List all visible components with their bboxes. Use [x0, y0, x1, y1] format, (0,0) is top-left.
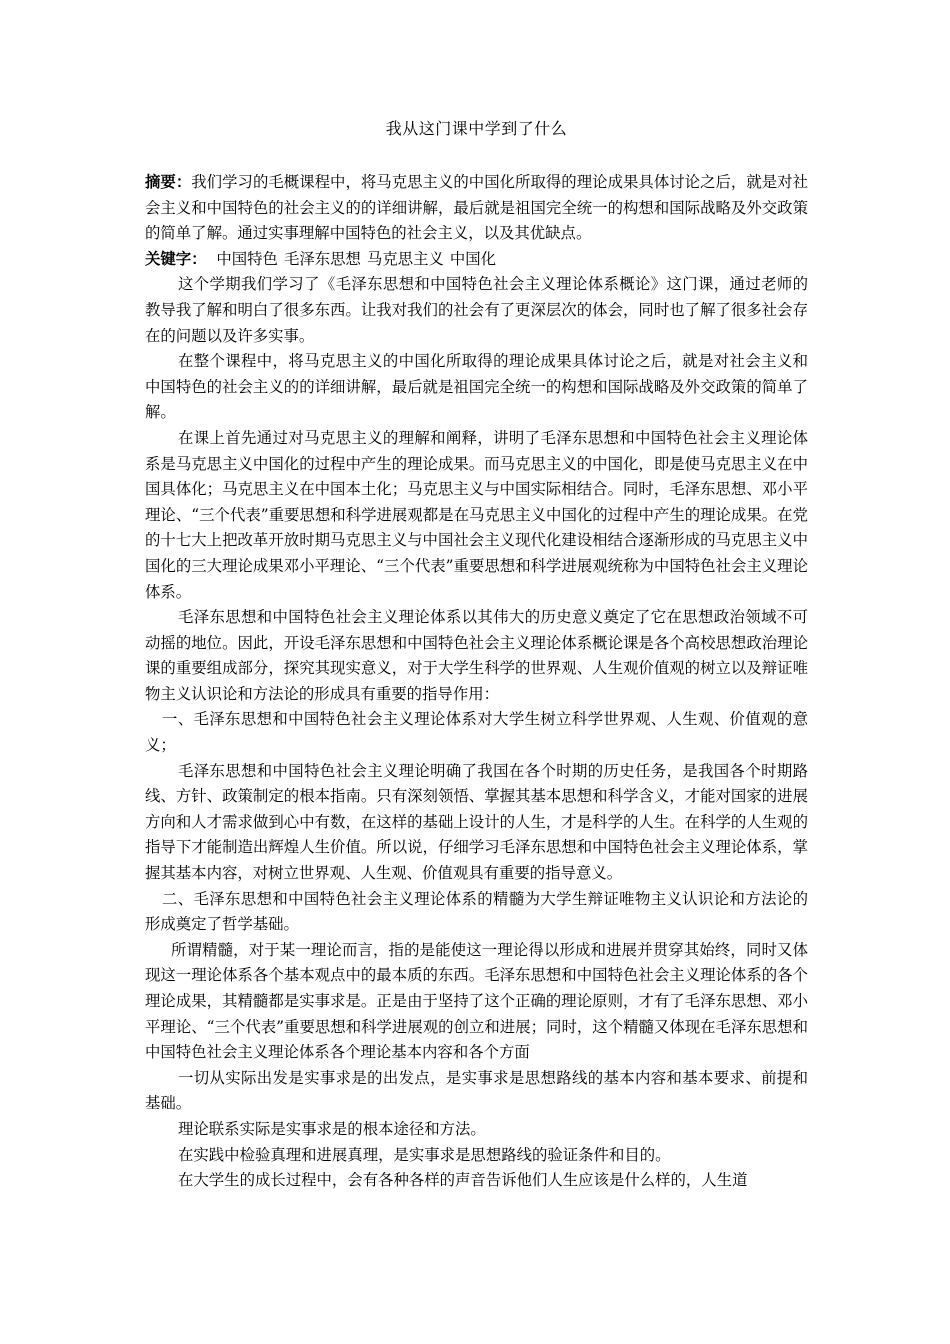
- section-heading-1: 一、毛泽东思想和中国特色社会主义理论体系对大学生树立科学世界观、人生观、价值观的意义；: [145, 710, 808, 755]
- keywords: [145, 247, 808, 273]
- body-paragraph: 在课上首先通过对马克思主义的理解和阐释，讲明了毛泽东思想和中国特色社会主义理论体系是马克思主义中国化的过程中产生的理论成果。而马克思主义的中国化，即是使马克思主义在中国具体化；马克思主义在中国本土化；马克思主义与中国实际相结合。同时，毛泽东思想、邓小平理论、“三个代表”重要思想和科学进展观都是在马克思主义中国化的过程中产生的理论成果。在党的十七大上把改革开放时期马克思主义与中国社会主义现代化建设相结合逐渐形成的马克思主义中国化的三大理论成果邓小平理论、“三个代表”重要思想和科学进展观统称为中国特色社会主义理论体系。: [145, 428, 808, 601]
- keyword: 马克思主义: [366, 249, 444, 268]
- keyword: 中国化: [449, 249, 497, 268]
- body-paragraph: 毛泽东思想和中国特色社会主义理论明确了我国在各个时期的历史任务，是我国各个时期路线、方针、政策制定的根本指南。只有深刻领悟、掌握其基本思想和科学含义，才能对国家的进展方向和人才需求做到心中有数，在这样的基础上设计的人生，才是科学的人生。在科学的人生观的指导下才能制造出辉煌人生价值。所以说，仔细学习毛泽东思想和中国特色社会主义理论体系，掌握其基本内容，对树立世界观、人生观、价值观具有重要的指导意义。: [145, 761, 808, 883]
- document-title: 我从这门课中学到了什么: [385, 119, 568, 138]
- body-paragraph: 在大学生的成长过程中，会有各种各样的声音告诉他们人生应该是什么样的，人生道: [178, 1171, 748, 1190]
- body-paragraph: 这个学期我们学习了《毛泽东思想和中国特色社会主义理论体系概论》这门课，通过老师的教导我了解和明白了很多东西。让我对我们的社会有了更深层次的体会，同时也了解了很多社会存在的问题以及许多实事。: [145, 275, 808, 345]
- document-page: [145, 118, 808, 1194]
- section-heading-2: 二、毛泽东思想和中国特色社会主义理论体系的精髓为大学生辩证唯物主义认识论和方法论的形成奠定了哲学基础。: [145, 889, 808, 934]
- abstract-label: 摘要：: [145, 173, 192, 191]
- abstract: [145, 170, 808, 247]
- keyword: 毛泽东思想: [283, 249, 361, 268]
- body-paragraph: 毛泽东思想和中国特色社会主义理论体系以其伟大的历史意义奠定了它在思想政治领域不可动摇的地位。因此，开设毛泽东思想和中国特色社会主义理论体系概论课是各个高校思想政治理论课的重要组成部分，探究其现实意义，对于大学生科学的世界观、人生观价值观的树立以及辩证唯物主义认识论和方法论的形成具有重要的指导作用：: [145, 608, 808, 703]
- body-paragraph: 所谓精髓，对于某一理论而言，指的是能使这一理论得以形成和进展并贯穿其始终，同时又体现这一理论体系各个基本观点中的最本质的东西。毛泽东思想和中国特色社会主义理论体系的各个理论成果，其精髓都是实事求是。正是由于坚持了这个正确的理论原则，才有了毛泽东思想、邓小平理论、“三个代表”重要思想和科学进展观的创立和进展；同时，这个精髓又体现在毛泽东思想和中国特色社会主义理论体系各个理论基本内容和各个方面: [145, 940, 808, 1062]
- body-paragraph: 在实践中检验真理和进展真理，是实事求是思想路线的验证条件和目的。: [178, 1145, 671, 1164]
- abstract-text: 我们学习的毛概课程中，将马克思主义的中国化所取得的理论成果具体讨论之后，就是对社会主义和中国特色的社会主义的的详细讲解，最后就是祖国完全统一的构想和国际战略及外交政策的简单了解。通过实事理解中国特色的社会主义，以及其优缺点。: [145, 173, 808, 243]
- keyword: 中国特色: [216, 249, 278, 268]
- body-paragraph: 在整个课程中，将马克思主义的中国化所取得的理论成果具体讨论之后，就是对社会主义和中国特色的社会主义的的详细讲解，最后就是祖国完全统一的构想和国际战略及外交政策的简单了解。: [145, 352, 808, 422]
- keywords-label: 关键字：: [145, 249, 207, 268]
- body-paragraph: 一切从实际出发是实事求是的出发点，是实事求是思想路线的基本内容和基本要求、前提和基础。: [145, 1068, 808, 1113]
- body-paragraph: 理论联系实际是实事求是的根本途径和方法。: [178, 1119, 486, 1138]
